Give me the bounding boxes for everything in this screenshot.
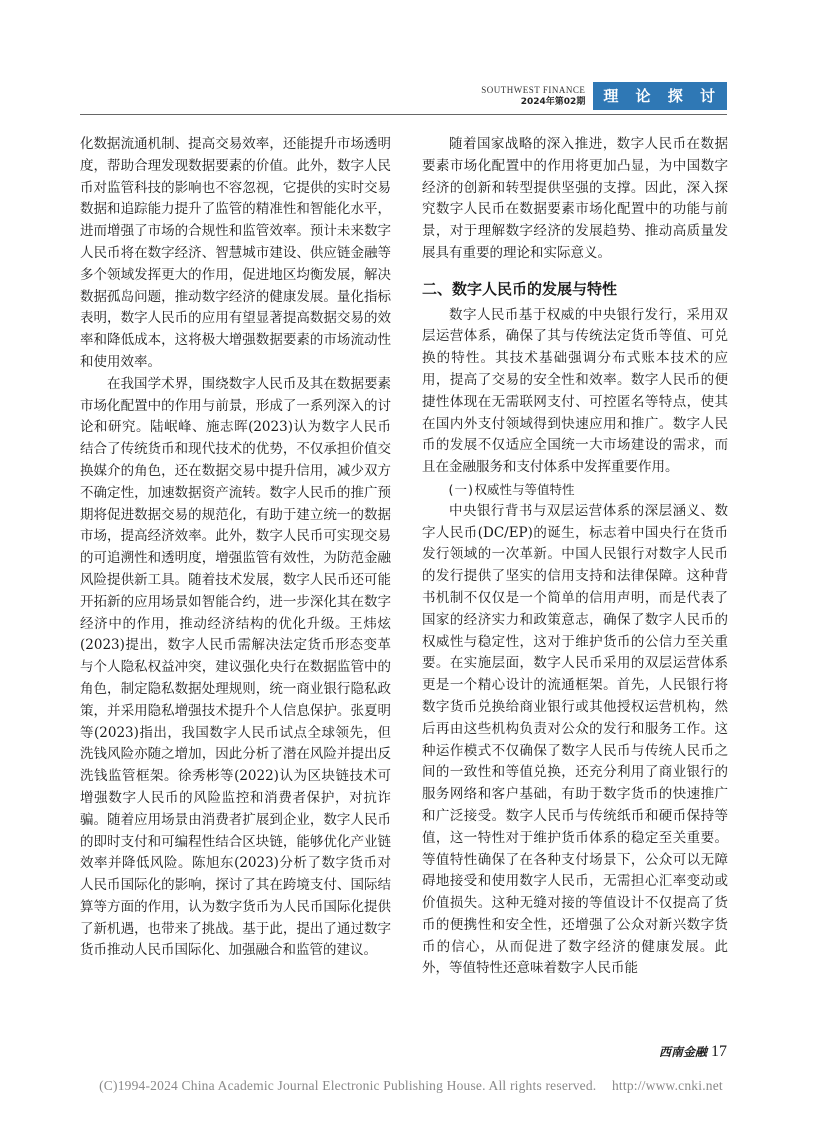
journal-info: [481, 84, 585, 108]
copyright-text: (C)1994-2024 China Academic Journal Electronic Publishing House. All rights reserved.: [99, 1078, 597, 1093]
paragraph: 随着国家战略的深入推进，数字人民币在数据要素市场化配置中的作用将更加凸显，为中国数字经济的创新和转型提供坚强的支撑。因此，深入探究数字人民币在数据要素市场化配置中的功能与前景，对于理解数字经济的发展趋势、推动高质量发展具有重要的理论和实际意义。: [422, 136, 728, 261]
section-heading: 二、数字人民币的发展与特性: [422, 279, 618, 298]
page-header: [481, 82, 727, 110]
paragraph: 化数据流通机制、提高交易效率，还能提升市场透明度，帮助合理发现数据要素的价值。此外，数字人民币对监管科技的影响也不容忽视，它提供的实时交易数据和追踪能力提升了监管的精准性和智能化水平，进而增强了市场的合规性和监管效率。预计未来数字人民币将在数字经济、智慧城市建设、供应链金融等多个领域发挥更大的作用，促进地区均衡发展，解决数据孤岛问题，推动数字经济的健康发展。量化指标表明，数字人民币的应用有望显著提高数据交易的效率和降低成本，这将极大增强数据要素的市场流动性和使用效率。: [80, 136, 391, 370]
page-number: 17: [711, 1043, 727, 1060]
left-column: [80, 134, 391, 962]
copyright-notice: [0, 1078, 822, 1094]
paragraph: 在我国学术界，围绕数字人民币及其在数据要素市场化配置中的作用与前景，形成了一系列深入的讨论和研究。陆岷峰、施志晖(2023)认为数字人民币结合了传统货币和现代技术的优势，不仅承担价值交换媒介的角色，还在数据交易中提升信用，减少双方不确定性，加速数据资产流转。数字人民币的推广预期将促进数据交易的规范化，有助于建立统一的数据市场，提高经济效率。此外，数字人民币可实现交易的可追溯性和透明度，增强监管有效性，为防范金融风险提供新工具。随着技术发展，数字人民币还可能开拓新的应用场景如智能合约，进一步深化其在数字经济中的作用，推动经济结构的优化升级。王炜炫(2023)提出，数字人民币需解决法定货币形态变革与个人隐私权益冲突，建议强化央行在数据监管中的角色，制定隐私数据处理规则，统一商业银行隐私政策，并采用隐私增强技术提升个人信息保护。张夏明等(2023)指出，我国数字人民币试点全球领先，但洗钱风险亦随之增加，因此分析了潜在风险并提出反洗钱监管框架。徐秀彬等(2022)认为区块链技术可增强数字人民币的风险监控和消费者保护，对抗诈骗。随着应用场景由消费者扩展到企业，数字人民币的即时支付和可编程性结合区块链，能够优化产业链效率并降低风险。陈旭东(2023)分析了数字货币对人民币国际化的影响，探讨了其在跨境支付、国际结算等方面的作用，认为数字货币为人民币国际化提供了新机遇，也带来了挑战。基于此，提出了通过数字货币推动人民币国际化、加强融合和监管的建议。: [80, 375, 391, 959]
journal-logo: 西南金融: [658, 1045, 707, 1059]
subsection-heading: (一)权威性与等值特性: [447, 481, 575, 497]
issue-number: 2024年第02期: [520, 97, 586, 107]
right-column: [422, 134, 728, 980]
section-label: 理 论 探 讨: [593, 82, 727, 110]
paragraph: 中央银行背书与双层运营体系的深层涵义、数字人民币(DC/EP)的诞生，标志着中国央行在货币发行领域的一次革新。中国人民银行对数字人民币的发行提供了坚实的信用支持和法律保障。这种背书机制不仅仅是一个简单的信用声明，而是代表了国家的经济实力和政策意志，确保了数字人民币的权威性与稳定性，这对于维护货币的公信力至关重要。在实施层面，数字人民币采用的双层运营体系更是一个精心设计的流通框架。首先，人民银行将数字货币兑换给商业银行或其他授权运营机构，然后再由这些机构负责对公众的发行和服务工作。这种运作模式不仅确保了数字人民币与传统人民币之间的一致性和等值兑换，还充分利用了商业银行的服务网络和客户基础，有助于数字货币的快速推广和广泛接受。数字人民币与传统纸币和硬币保持等值，这一特性对于维护货币体系的稳定至关重要。等值特性确保了在各种支付场景下，公众可以无障碍地接受和使用数字人民币，无需担心汇率变动或价值损失。这种无缝对接的等值设计不仅提高了货币的便携性和安全性，还增强了公众对新兴数字货币的信心，从而促进了数字经济的健康发展。此外，等值特性还意味着数字人民币能: [422, 502, 728, 977]
header-rule: [80, 114, 727, 115]
paragraph: 数字人民币基于权威的中央银行发行，采用双层运营体系，确保了其与传统法定货币等值、可兑换的特性。其技术基础强调分布式账本技术的应用，提高了交易的安全性和效率。数字人民币的便捷性体现在无需联网支付、可控匿名等特点，使其在国内外支付领域得到快速应用和推广。数字人民币的发展不仅适应全国统一大市场建设的需求，而且在金融服务和支付体系中发挥重要作用。: [422, 306, 728, 476]
journal-english-name: SOUTHWEST FINANCE: [481, 85, 586, 95]
page-footer: [659, 1043, 727, 1061]
website-link[interactable]: http://www.cnki.net: [611, 1078, 723, 1093]
